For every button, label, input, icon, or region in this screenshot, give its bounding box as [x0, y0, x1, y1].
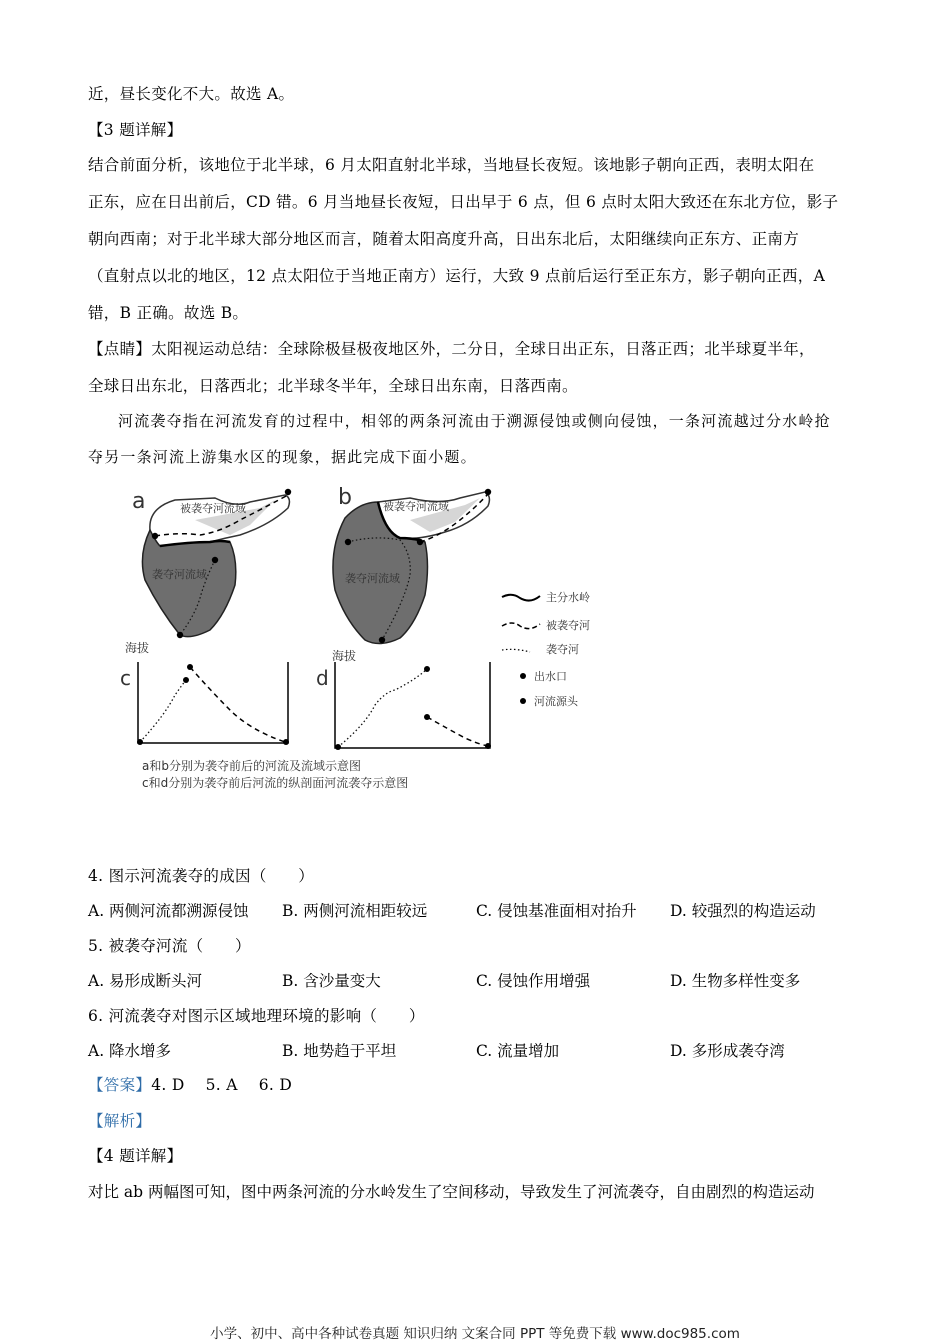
- option-4b[interactable]: B. 两侧河流相距较远: [282, 902, 428, 920]
- option-4a[interactable]: A. 两侧河流都溯源侵蚀: [88, 902, 249, 920]
- outlet-point: [177, 632, 183, 638]
- option-5d[interactable]: D. 生物多样性变多: [670, 972, 801, 990]
- source-point: [212, 557, 218, 563]
- analysis-tag: 【解析】: [88, 1112, 152, 1130]
- source-point: [345, 539, 351, 545]
- outlet-point: [485, 743, 491, 749]
- intro-line: 河流袭夺指在河流发育的过程中，相邻的两条河流由于溯源侵蚀或侧向侵蚀，一条河流越过分水岭抢: [118, 412, 831, 430]
- capturing-basin-label: 袭夺河流域: [152, 568, 207, 581]
- profile-axes-d: [335, 662, 490, 748]
- page-footer: 小学、初中、高中各种试卷真题 知识归纳 文案合同 PPT 等免费下载 www.doc985.com: [210, 1326, 740, 1342]
- text-line: 结合前面分析，该地位于北半球，6 月太阳直射北半球，当地昼长夜短。该地影子朝向正西，表明太阳在: [88, 156, 815, 174]
- section-heading: 【4 题详解】: [88, 1147, 183, 1165]
- text-line: 对比 ab 两幅图可知，图中两条河流的分水岭发生了空间移动，导致发生了河流袭夺，自由剧烈的构造运动: [88, 1183, 815, 1201]
- text-line: 正东，应在日出前后，CD 错。6 月当地昼长夜短，日出早于 6 点，但 6 点时太阳大致还在东北方位，影子: [88, 193, 839, 211]
- intro-line: 夺另一条河流上游集水区的现象，据此完成下面小题。: [88, 448, 477, 466]
- profile-capturing-d: [338, 669, 427, 747]
- label-a: a: [132, 489, 146, 514]
- elevation-label: 海拔: [125, 641, 150, 655]
- option-5b[interactable]: B. 含沙量变大: [282, 972, 381, 990]
- text-line: 朝向西南；对于北半球大部分地区而言，随着太阳高度升高，日出东北后，太阳继续向正东方、正南方: [88, 230, 800, 248]
- profile-capturing-c: [140, 680, 186, 742]
- outlet-point: [152, 533, 158, 539]
- option-6d[interactable]: D. 多形成袭夺湾: [670, 1042, 785, 1060]
- label-c: c: [120, 666, 131, 690]
- option-6b[interactable]: B. 地势趋于平坦: [282, 1042, 397, 1060]
- option-4c[interactable]: C. 侵蚀基准面相对抬升: [476, 902, 637, 920]
- outlet-point: [137, 739, 143, 745]
- legend-outlet: 出水口: [534, 670, 567, 683]
- captured-basin-label: 被袭夺河流域: [383, 500, 449, 513]
- outlet-point: [417, 539, 423, 545]
- legend-captured-swatch: [502, 623, 540, 629]
- profile-captured-c: [190, 667, 285, 742]
- legend-capturing-swatch: [502, 649, 530, 652]
- legend-source-dot: [520, 698, 526, 704]
- answer-line: [88, 1073, 292, 1095]
- question-stem: 4. 图示河流袭夺的成因（ ）: [88, 867, 315, 885]
- legend-capturing-river: 袭夺河: [546, 643, 579, 656]
- elevation-label: 海拔: [332, 649, 357, 663]
- text-line: 错，B 正确。故选 B。: [88, 304, 249, 322]
- profile-captured-d: [427, 717, 488, 746]
- profile-axes-c: [138, 662, 288, 743]
- legend-divide-swatch: [502, 595, 540, 601]
- text-line: （直射点以北的地区，12 点太阳位于当地正南方）运行，大致 9 点前后运行至正东方，影子朝向正西，A: [88, 267, 826, 285]
- legend-captured-river: 被袭夺河: [546, 619, 590, 632]
- tip-line: 全球日出东北，日落西北；北半球冬半年，全球日出东南，日落西南。: [88, 377, 578, 395]
- source-point: [183, 677, 189, 683]
- river-capture-figure: [120, 480, 620, 800]
- captured-basin-label: 被袭夺河流域: [180, 502, 246, 515]
- tip-line: 【点睛】太阳视运动总结：全球除极昼极夜地区外，二分日，全球日出正东，日落正西；北半球夏半年，: [88, 340, 815, 358]
- option-4d[interactable]: D. 较强烈的构造运动: [670, 902, 816, 920]
- source-point: [424, 666, 430, 672]
- source-point: [285, 489, 291, 495]
- outlet-point: [283, 739, 289, 745]
- legend-source: 河流源头: [534, 695, 578, 708]
- label-d: d: [316, 666, 329, 690]
- section-heading: 【3 题详解】: [88, 121, 183, 139]
- source-point: [187, 664, 193, 670]
- option-5a[interactable]: A. 易形成断头河: [88, 972, 203, 990]
- outlet-point: [379, 637, 385, 643]
- figure-caption: c和d分别为袭夺前后河流的纵剖面河流袭夺示意图: [142, 776, 409, 790]
- capturing-basin-a: [142, 530, 235, 637]
- option-5c[interactable]: C. 侵蚀作用增强: [476, 972, 591, 990]
- question-stem: 6. 河流袭夺对图示区域地理环境的影响（ ）: [88, 1007, 425, 1025]
- capturing-basin-label: 袭夺河流域: [345, 572, 400, 585]
- answer-tag: 【答案】: [88, 1076, 152, 1094]
- question-stem: 5. 被袭夺河流（ ）: [88, 937, 251, 955]
- outlet-point: [424, 714, 430, 720]
- option-6a[interactable]: A. 降水增多: [88, 1042, 172, 1060]
- option-6c[interactable]: C. 流量增加: [476, 1042, 560, 1060]
- text-line: 近，昼长变化不大。故选 A。: [88, 85, 295, 103]
- outlet-point: [335, 744, 341, 750]
- figure-caption: a和b分别为袭夺前后的河流及流域示意图: [142, 759, 361, 773]
- source-point: [485, 489, 491, 495]
- answer-text: 4. D 5. A 6. D: [151, 1076, 293, 1094]
- legend-outlet-dot: [520, 673, 526, 679]
- label-b: b: [338, 485, 352, 510]
- legend-divide: 主分水岭: [546, 591, 590, 604]
